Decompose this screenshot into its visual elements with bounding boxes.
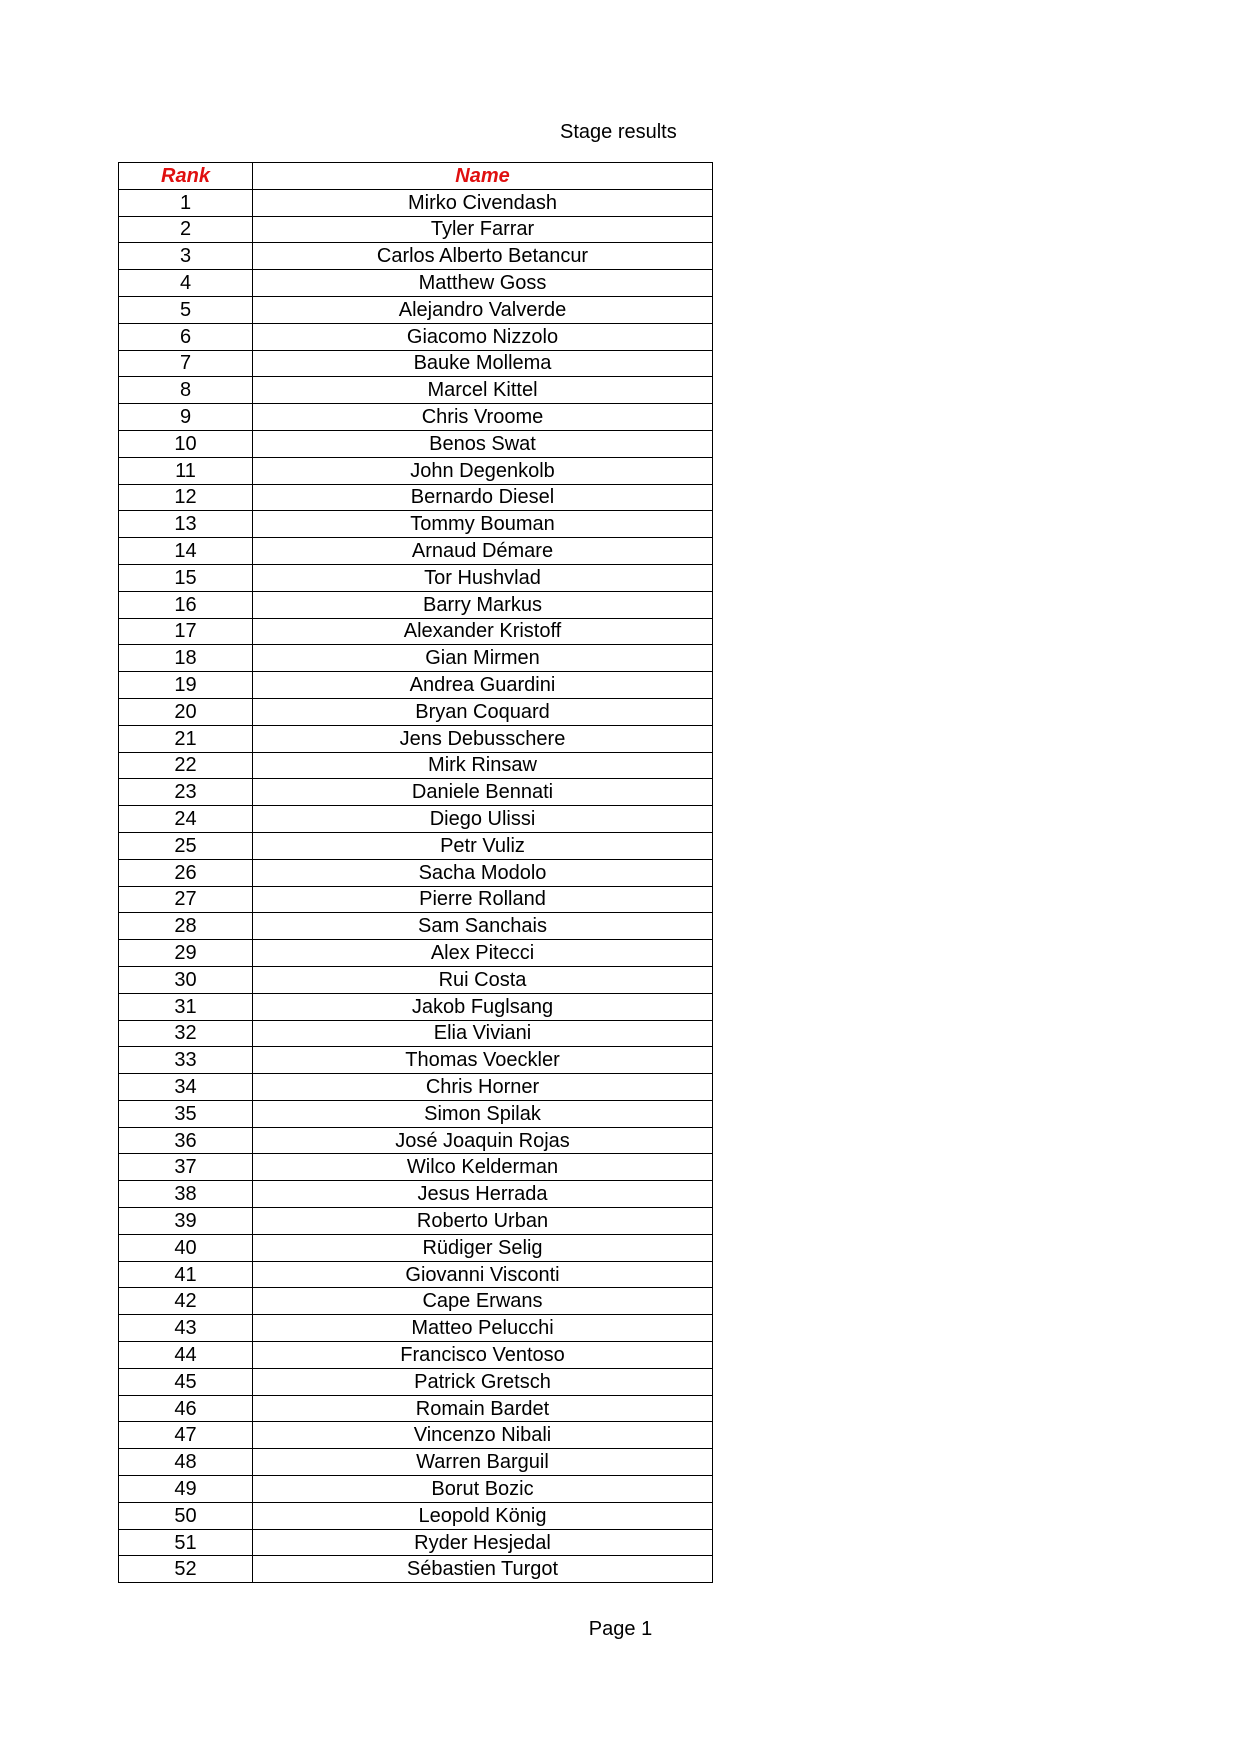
table-row — [119, 377, 713, 404]
rider-name-cell: Cape Erwans — [253, 1288, 713, 1315]
rider-name-cell: Bryan Coquard — [253, 698, 713, 725]
table-row — [119, 1261, 713, 1288]
rank-cell: 50 — [119, 1502, 253, 1529]
rank-cell: 44 — [119, 1342, 253, 1369]
rank-cell: 49 — [119, 1476, 253, 1503]
rider-name-cell: Sacha Modolo — [253, 859, 713, 886]
rank-cell: 21 — [119, 725, 253, 752]
rider-name-cell: Matteo Pelucchi — [253, 1315, 713, 1342]
rider-name-cell: Chris Horner — [253, 1074, 713, 1101]
table-row — [119, 886, 713, 913]
table-row — [119, 1127, 713, 1154]
table-row — [119, 564, 713, 591]
rank-cell: 31 — [119, 993, 253, 1020]
page-title — [0, 120, 1241, 144]
rider-name-cell: Francisco Ventoso — [253, 1342, 713, 1369]
rank-cell: 45 — [119, 1368, 253, 1395]
rank-cell: 4 — [119, 270, 253, 297]
rider-name-cell: Bernardo Diesel — [253, 484, 713, 511]
rider-name-cell: Vincenzo Nibali — [253, 1422, 713, 1449]
rider-name-cell: Giacomo Nizzolo — [253, 323, 713, 350]
rank-cell: 16 — [119, 591, 253, 618]
header-row — [119, 163, 713, 190]
rank-cell: 28 — [119, 913, 253, 940]
rider-name-cell: Giovanni Visconti — [253, 1261, 713, 1288]
rider-name-cell: Alejandro Valverde — [253, 296, 713, 323]
rank-cell: 47 — [119, 1422, 253, 1449]
rank-cell: 38 — [119, 1181, 253, 1208]
table-row — [119, 1181, 713, 1208]
rider-name-cell: Rüdiger Selig — [253, 1234, 713, 1261]
table-row — [119, 430, 713, 457]
rank-cell: 13 — [119, 511, 253, 538]
rider-name-cell: Wilco Kelderman — [253, 1154, 713, 1181]
table-row — [119, 1074, 713, 1101]
table-row — [119, 323, 713, 350]
rank-cell: 46 — [119, 1395, 253, 1422]
rank-cell: 29 — [119, 940, 253, 967]
rider-name-cell: Leopold König — [253, 1502, 713, 1529]
table-row — [119, 698, 713, 725]
page-number: Page 1 — [588, 1618, 653, 1640]
rider-name-cell: Gian Mirmen — [253, 645, 713, 672]
rider-name-cell: Mirko Civendash — [253, 189, 713, 216]
table-row — [119, 752, 713, 779]
table-row — [119, 457, 713, 484]
table-row — [119, 511, 713, 538]
rider-name-cell: Warren Barguil — [253, 1449, 713, 1476]
results-body — [119, 189, 713, 1582]
rank-cell: 52 — [119, 1556, 253, 1583]
rider-name-cell: Petr Vuliz — [253, 832, 713, 859]
rider-name-cell: Alexander Kristoff — [253, 618, 713, 645]
rider-name-cell: Tyler Farrar — [253, 216, 713, 243]
table-row — [119, 1342, 713, 1369]
rank-cell: 10 — [119, 430, 253, 457]
rider-name-cell: Bauke Mollema — [253, 350, 713, 377]
table-row — [119, 350, 713, 377]
rank-cell: 1 — [119, 189, 253, 216]
rank-cell: 19 — [119, 672, 253, 699]
rank-cell: 18 — [119, 645, 253, 672]
rank-cell: 8 — [119, 377, 253, 404]
rider-name-cell: Tommy Bouman — [253, 511, 713, 538]
rank-cell: 30 — [119, 966, 253, 993]
rank-cell: 39 — [119, 1208, 253, 1235]
rank-cell: 12 — [119, 484, 253, 511]
table-row — [119, 1315, 713, 1342]
rider-name-cell: Roberto Urban — [253, 1208, 713, 1235]
table-row — [119, 1288, 713, 1315]
rank-cell: 26 — [119, 859, 253, 886]
rank-cell: 48 — [119, 1449, 253, 1476]
rider-name-cell: Andrea Guardini — [253, 672, 713, 699]
table-row — [119, 1502, 713, 1529]
rider-name-cell: Arnaud Démare — [253, 538, 713, 565]
rank-cell: 36 — [119, 1127, 253, 1154]
table-row — [119, 296, 713, 323]
table-row — [119, 1476, 713, 1503]
rank-cell: 11 — [119, 457, 253, 484]
rider-name-cell: Elia Viviani — [253, 1020, 713, 1047]
table-row — [119, 591, 713, 618]
rider-name-cell: Chris Vroome — [253, 404, 713, 431]
rank-cell: 22 — [119, 752, 253, 779]
rank-cell: 9 — [119, 404, 253, 431]
rider-name-cell: Jesus Herrada — [253, 1181, 713, 1208]
rider-name-cell: John Degenkolb — [253, 457, 713, 484]
table-row — [119, 1020, 713, 1047]
rider-name-cell: Rui Costa — [253, 966, 713, 993]
rank-cell: 24 — [119, 806, 253, 833]
rider-name-cell: Benos Swat — [253, 430, 713, 457]
table-row — [119, 1422, 713, 1449]
table-row — [119, 216, 713, 243]
table-row — [119, 1100, 713, 1127]
rider-name-cell: Thomas Voeckler — [253, 1047, 713, 1074]
table-row — [119, 1234, 713, 1261]
table-row — [119, 806, 713, 833]
rider-name-cell: Mirk Rinsaw — [253, 752, 713, 779]
rank-cell: 5 — [119, 296, 253, 323]
rank-column-header: Rank — [119, 163, 253, 190]
rank-cell: 33 — [119, 1047, 253, 1074]
table-row — [119, 913, 713, 940]
table-row — [119, 484, 713, 511]
table-row — [119, 1395, 713, 1422]
rider-name-cell: Romain Bardet — [253, 1395, 713, 1422]
rider-name-cell: Barry Markus — [253, 591, 713, 618]
table-row — [119, 1208, 713, 1235]
rider-name-cell: Patrick Gretsch — [253, 1368, 713, 1395]
rider-name-cell: Jens Debusschere — [253, 725, 713, 752]
table-row — [119, 538, 713, 565]
table-row — [119, 1556, 713, 1583]
rank-cell: 23 — [119, 779, 253, 806]
rank-cell: 7 — [119, 350, 253, 377]
name-column-header: Name — [253, 163, 713, 190]
rank-cell: 40 — [119, 1234, 253, 1261]
rank-cell: 51 — [119, 1529, 253, 1556]
table-row — [119, 243, 713, 270]
rider-name-cell: Marcel Kittel — [253, 377, 713, 404]
table-row — [119, 1368, 713, 1395]
rider-name-cell: Alex Pitecci — [253, 940, 713, 967]
rank-cell: 27 — [119, 886, 253, 913]
table-row — [119, 1047, 713, 1074]
rank-cell: 41 — [119, 1261, 253, 1288]
rider-name-cell: Sébastien Turgot — [253, 1556, 713, 1583]
table-row — [119, 672, 713, 699]
table-row — [119, 832, 713, 859]
table-row — [119, 1154, 713, 1181]
table-row — [119, 940, 713, 967]
rank-cell: 35 — [119, 1100, 253, 1127]
table-row — [119, 993, 713, 1020]
rank-cell: 15 — [119, 564, 253, 591]
rank-cell: 14 — [119, 538, 253, 565]
table-row — [119, 725, 713, 752]
rank-cell: 34 — [119, 1074, 253, 1101]
rank-cell: 6 — [119, 323, 253, 350]
rider-name-cell: Daniele Bennati — [253, 779, 713, 806]
results-table — [118, 162, 713, 1583]
rider-name-cell: Simon Spilak — [253, 1100, 713, 1127]
rider-name-cell: Matthew Goss — [253, 270, 713, 297]
table-row — [119, 966, 713, 993]
rider-name-cell: Sam Sanchais — [253, 913, 713, 940]
rider-name-cell: Tor Hushvlad — [253, 564, 713, 591]
table-row — [119, 1529, 713, 1556]
table-row — [119, 270, 713, 297]
rank-cell: 42 — [119, 1288, 253, 1315]
rider-name-cell: Carlos Alberto Betancur — [253, 243, 713, 270]
table-row — [119, 618, 713, 645]
rider-name-cell: Jakob Fuglsang — [253, 993, 713, 1020]
rider-name-cell: Ryder Hesjedal — [253, 1529, 713, 1556]
rank-cell: 17 — [119, 618, 253, 645]
rank-cell: 32 — [119, 1020, 253, 1047]
rank-cell: 3 — [119, 243, 253, 270]
rider-name-cell: Diego Ulissi — [253, 806, 713, 833]
page-title-text: Stage results — [560, 121, 677, 143]
table-row — [119, 779, 713, 806]
table-row — [119, 859, 713, 886]
rank-cell: 37 — [119, 1154, 253, 1181]
table-row — [119, 189, 713, 216]
rider-name-cell: Borut Bozic — [253, 1476, 713, 1503]
rider-name-cell: Pierre Rolland — [253, 886, 713, 913]
table-row — [119, 645, 713, 672]
table-row — [119, 1449, 713, 1476]
rank-cell: 20 — [119, 698, 253, 725]
table-row — [119, 404, 713, 431]
rider-name-cell: José Joaquin Rojas — [253, 1127, 713, 1154]
rank-cell: 25 — [119, 832, 253, 859]
rank-cell: 43 — [119, 1315, 253, 1342]
rank-cell: 2 — [119, 216, 253, 243]
